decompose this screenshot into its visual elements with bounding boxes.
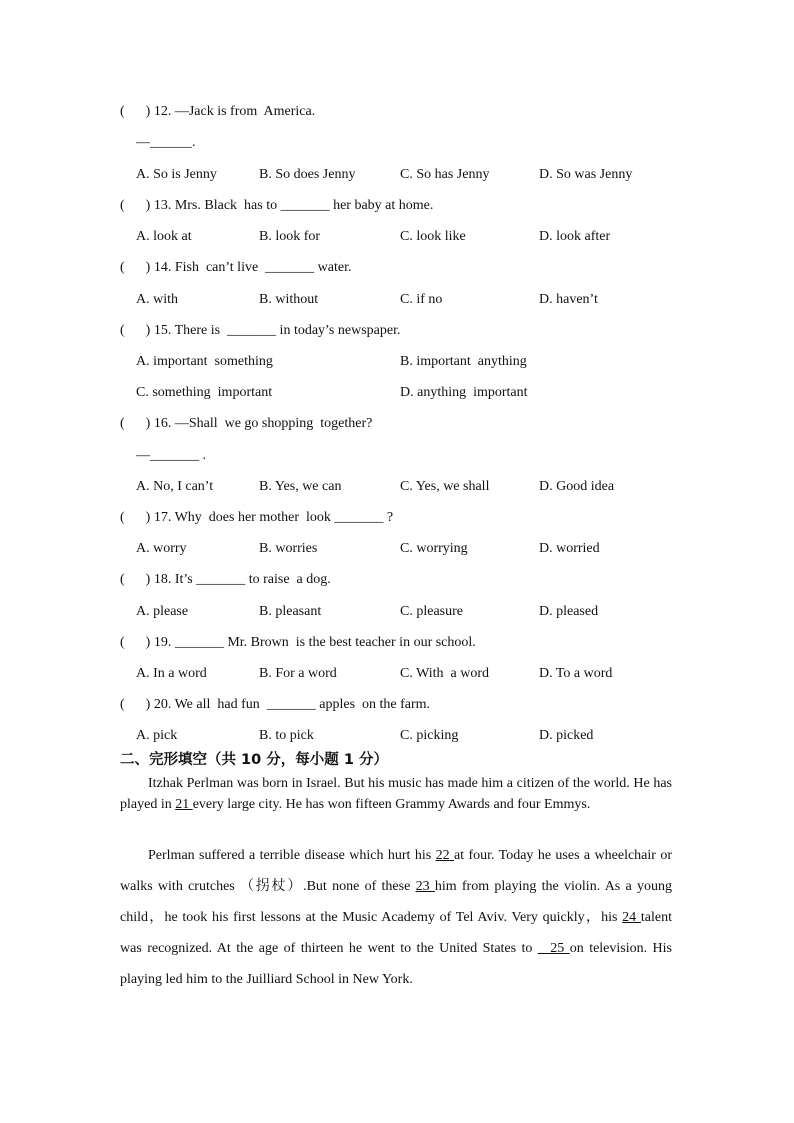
passage-paragraph-2 bbox=[120, 840, 672, 995]
passage-text: on television. His playing led him to the Juilliard School in New York. bbox=[120, 941, 673, 987]
question-19-option-a: A. In a word bbox=[136, 666, 207, 681]
blank-21: 21 bbox=[175, 797, 193, 812]
question-16-option-a: A. No, I can’t bbox=[136, 479, 214, 494]
passage-text: talent was recognized. At the age of thirteen he went to the United States to bbox=[120, 910, 673, 956]
question-17-option-b: B. worries bbox=[259, 541, 318, 556]
question-12-option-b: B. So does Jenny bbox=[259, 167, 356, 182]
question-20-option-c: C. picking bbox=[400, 728, 459, 743]
question-12-reply: —______. bbox=[136, 135, 196, 150]
question-20-stem: ( ) 20. We all had fun _______ apples on the farm. bbox=[120, 697, 431, 712]
question-17-option-c: C. worrying bbox=[400, 541, 468, 556]
question-16-option-c: C. Yes, we shall bbox=[400, 479, 490, 494]
question-13-option-a: A. look at bbox=[136, 229, 192, 244]
question-18-option-b: B. pleasant bbox=[259, 604, 322, 619]
question-14-option-a: A. with bbox=[136, 292, 178, 307]
question-16-option-b: B. Yes, we can bbox=[259, 479, 342, 494]
question-19-option-d: D. To a word bbox=[539, 666, 613, 681]
question-15-option-c: C. something important bbox=[136, 385, 273, 400]
blank-23: 23 bbox=[415, 879, 435, 894]
question-15-option-b: B. important anything bbox=[400, 354, 527, 369]
question-19-option-c: C. With a word bbox=[400, 666, 490, 681]
passage-text: at four. Today he uses a wheelchair or walks with crutches （拐杖）.But none of these bbox=[120, 848, 672, 894]
blank-22: 22 bbox=[435, 848, 454, 863]
question-18-option-c: C. pleasure bbox=[400, 604, 463, 619]
question-15-option-a: A. important something bbox=[136, 354, 273, 369]
question-14-stem: ( ) 14. Fish can’t live _______ water. bbox=[120, 260, 352, 275]
passage-text: Perlman suffered a terrible disease which hurt his bbox=[148, 848, 436, 863]
question-18-stem: ( ) 18. It’s _______ to raise a dog. bbox=[120, 572, 331, 587]
question-17-stem: ( ) 17. Why does her mother look _______ ? bbox=[120, 510, 394, 525]
question-12-option-d: D. So was Jenny bbox=[539, 167, 633, 182]
question-12-stem: ( ) 12. —Jack is from America. bbox=[120, 104, 316, 119]
question-13-option-c: C. look like bbox=[400, 229, 466, 244]
passage-text: every large city. He has won fifteen Grammy Awards and four Emmys. bbox=[192, 797, 591, 812]
question-18-option-d: D. pleased bbox=[539, 604, 599, 619]
question-19-stem: ( ) 19. _______ Mr. Brown is the best teacher in our school. bbox=[120, 635, 476, 650]
question-12-option-a: A. So is Jenny bbox=[136, 167, 217, 182]
question-17-option-d: D. worried bbox=[539, 541, 600, 556]
blank-24: 24 bbox=[622, 910, 641, 925]
question-20-option-d: D. picked bbox=[539, 728, 594, 743]
question-17-option-a: A. worry bbox=[136, 541, 187, 556]
question-14-option-b: B. without bbox=[259, 292, 319, 307]
question-15-stem: ( ) 15. There is _______ in today’s newspaper. bbox=[120, 323, 401, 338]
question-13-option-d: D. look after bbox=[539, 229, 611, 244]
question-19-option-b: B. For a word bbox=[259, 666, 337, 681]
question-15-option-d: D. anything important bbox=[400, 385, 528, 400]
passage-text: Itzhak Perlman was born in Israel. But his music has made him a citizen of the world. He has played in bbox=[120, 776, 672, 812]
question-14-option-c: C. if no bbox=[400, 292, 443, 307]
question-13-stem: ( ) 13. Mrs. Black has to _______ her baby at home. bbox=[120, 198, 434, 213]
section-heading: 二、完形填空（共 10 分，每小题 1 分） bbox=[120, 752, 388, 768]
question-14-option-d: D. haven’t bbox=[539, 292, 598, 307]
blank-25: _ 25 bbox=[537, 941, 570, 956]
question-12-option-c: C. So has Jenny bbox=[400, 167, 490, 182]
question-16-option-d: D. Good idea bbox=[539, 479, 615, 494]
question-20-option-b: B. to pick bbox=[259, 728, 314, 743]
question-16-reply: —_______ . bbox=[136, 448, 206, 463]
question-18-option-a: A. please bbox=[136, 604, 189, 619]
question-13-option-b: B. look for bbox=[259, 229, 321, 244]
passage-paragraph-1 bbox=[120, 773, 672, 815]
question-20-option-a: A. pick bbox=[136, 728, 178, 743]
passage-text: him from playing the violin. As a young child，he took his first lessons at the Music Academy of Tel Aviv. Very quickly，his bbox=[120, 879, 673, 925]
question-16-stem: ( ) 16. —Shall we go shopping together? bbox=[120, 416, 373, 431]
